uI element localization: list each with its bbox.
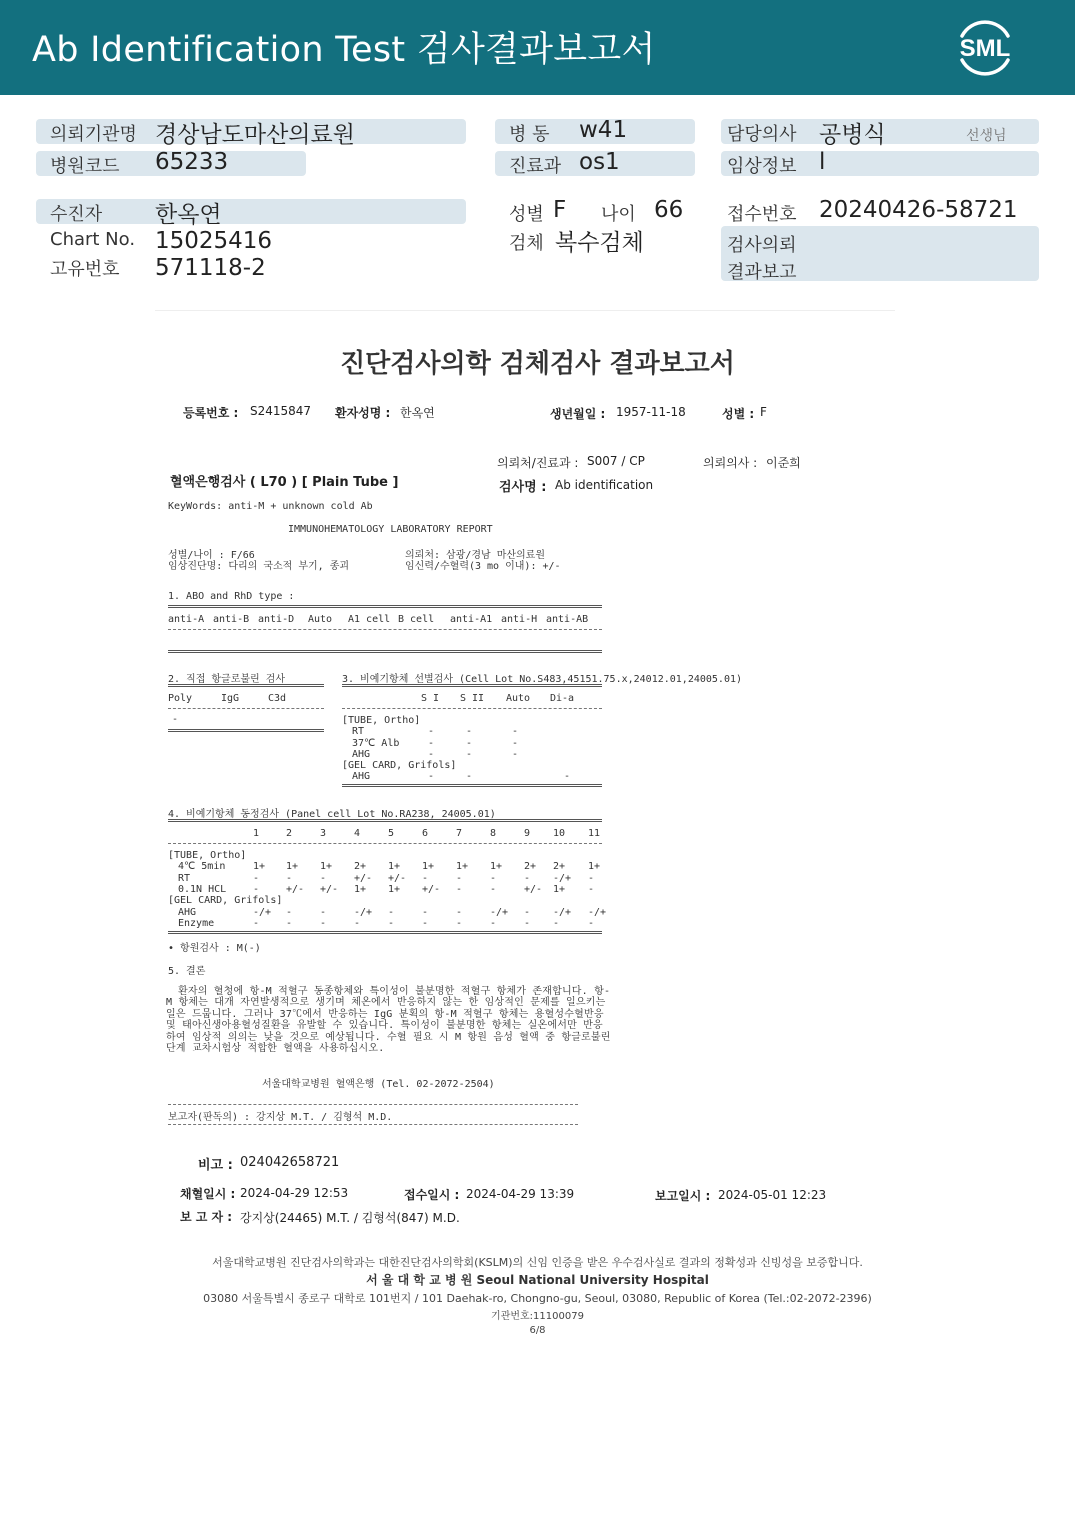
panel-cell: 1+ [422,861,435,872]
sml-logo-icon [950,14,1020,80]
age-label: 나이 [601,204,636,225]
panel-cell: - [588,873,595,884]
sex-label: 성별 [509,204,544,225]
collect-label: 채혈일시 : [180,1187,236,1201]
screen-cell: - [428,749,435,760]
receipt-label: 접수번호 [727,204,797,225]
reg-label: 등록번호 : [183,406,239,420]
screen-cell: - [564,771,571,782]
panel-cell: +/- [320,884,339,895]
screen-cell: - [512,726,519,737]
specimen-label: 검체 [509,233,544,254]
abo-title: 1. ABO and RhD type : [168,591,295,602]
panel-cell: - [524,873,531,884]
screen-row-label: AHG [352,749,371,760]
report-time-label: 보고일시 : [655,1189,711,1203]
patient-value: 한옥연 [155,202,222,228]
abo-col-header: anti-A1 [450,614,493,625]
ward-value: w41 [579,117,628,143]
panel-cell: - [490,884,497,895]
panel-cell: - [253,884,260,895]
screen-cell: - [466,771,473,782]
screen-row-label: [TUBE, Ortho] [342,715,421,726]
separator [168,1104,578,1105]
panel-cell: 1+ [354,884,367,895]
screen-row-label: AHG [352,771,371,782]
screen-row-label: 37℃ Alb [352,738,400,749]
conclusion-title: 5. 결론 [168,966,206,977]
doc-sex-label: 성별 : [722,407,755,421]
panel-cell: 2+ [524,861,537,872]
panel-col-header: 2 [286,828,293,839]
screen-cell: - [466,726,473,737]
antigen-test: • 항원검사 : M(-) [168,943,261,954]
screen-title: 3. 비예기항체 선별검사 (Cell Lot No.S483,45151.75.x,24012.01,24005.01) [342,674,743,685]
separator [168,1124,578,1125]
panel-row-label: [GEL CARD, Grifols] [168,895,283,906]
panel-cell: - [588,918,595,929]
abo-col-header: B cell [398,614,435,625]
patient-label: 수진자 [50,204,103,225]
page-title: Ab Identification Test 검사결과보고서 [32,30,656,70]
panel-row-label: [TUBE, Ortho] [168,850,247,861]
req-doc-label: 의뢰의사 : [703,456,758,470]
dat-col-header: C3d [268,693,287,704]
doc-top-border [155,310,895,311]
panel-cell: - [320,873,327,884]
separator [342,708,602,709]
panel-cell: 2+ [354,861,367,872]
report-label: 결과보고 [727,262,797,283]
doc-sex-value: F [760,405,767,419]
unique-value: 571118-2 [155,255,266,281]
separator [168,819,602,822]
panel-cell: -/+ [354,907,373,918]
report-time-value: 2024-05-01 12:23 [718,1188,827,1202]
pname-value: 한옥연 [400,406,435,420]
panel-cell: +/- [422,884,441,895]
panel-cell: - [553,918,560,929]
abo-col-header: anti-B [213,614,250,625]
panel-cell: - [286,918,293,929]
screen-row-label: RT [352,726,365,737]
separator [168,684,324,687]
panel-cell: - [388,907,395,918]
panel-cell: 1+ [456,861,469,872]
panel-col-header: 6 [422,828,429,839]
page-number: 6/8 [529,1325,546,1336]
chart-label: Chart No. [50,229,136,250]
test-name-value: Ab identification [555,478,654,492]
panel-cell: -/+ [253,907,272,918]
panel-cell: 1+ [253,861,266,872]
panel-col-header: 8 [490,828,497,839]
specimen-value: 복수검체 [555,230,644,256]
dept-label: 진료과 [509,156,562,177]
doc-title: 진단검사의학 검체검사 결과보고서 [340,349,735,379]
institution-value: 경상남도마산의료원 [155,122,355,148]
panel-cell: - [422,918,429,929]
panel-row-label: 0.1N HCL [178,884,227,895]
separator [168,931,602,934]
dob-value: 1957-11-18 [616,405,686,419]
panel-cell: - [456,907,463,918]
hospital-code-label: 병원코드 [50,156,120,177]
panel-cell: - [422,873,429,884]
logo-text: SML [959,35,1011,62]
panel-col-header: 4 [354,828,361,839]
panel-col-header: 7 [456,828,463,839]
panel-cell: +/- [354,873,373,884]
panel-cell: - [490,918,497,929]
panel-cell: - [524,907,531,918]
panel-col-header: 5 [388,828,395,839]
doctor-label: 담당의사 [727,124,797,145]
request-label: 검사의뢰 [727,235,797,256]
panel-cell: 1+ [588,861,601,872]
pname-label: 환자성명 : [335,406,391,420]
panel-cell: 1+ [388,884,401,895]
req-dept-value: S007 / CP [587,454,645,468]
panel-cell: - [320,907,327,918]
panel-col-header: 9 [524,828,531,839]
panel-col-header: 10 [553,828,566,839]
abo-col-header: anti-AB [546,614,589,625]
separator [168,650,602,653]
keywords: KeyWords: anti-M + unknown cold Ab [168,501,373,512]
panel-cell: - [524,918,531,929]
panel-cell: - [388,918,395,929]
age-value: 66 [654,197,684,223]
panel-cell: 1+ [388,861,401,872]
receive-label: 접수일시 : [404,1188,460,1202]
panel-cell: - [286,907,293,918]
footer-certification: 서울대학교병원 진단검사의학과는 대한진단검사의학회(KSLM)의 신임 인증을 받은 우수검사실로 결과의 정확성과 신빙성을 보증합니다. [212,1256,863,1269]
reporter-label: 보 고 자 : [180,1210,233,1224]
panel-col-header: 3 [320,828,327,839]
screen-cell: - [512,749,519,760]
separator [342,684,602,687]
separator [168,629,602,630]
remark-value: 024042658721 [240,1155,340,1170]
panel-cell: - [320,918,327,929]
panel-cell: +/- [388,873,407,884]
ward-label: 병 동 [509,124,550,145]
institution-label: 의뢰기관명 [50,124,137,145]
screen-col-header: S I [421,693,440,704]
panel-cell: -/+ [553,873,572,884]
screen-col-header: Di-a [550,693,575,704]
separator [168,729,324,732]
panel-cell: +/- [524,884,543,895]
panel-cell: -/+ [588,907,607,918]
panel-row-label: 4℃ 5min [178,861,226,872]
footer-institution-no: 기관번호:11100079 [491,1311,584,1322]
panel-col-header: 11 [588,828,601,839]
panel-row-label: Enzyme [178,918,215,929]
screen-cell: - [466,749,473,760]
abo-col-header: Auto [308,614,333,625]
reporter-line: 보고자(판독의) : 강지상 M.T. / 김형석 M.D. [168,1112,393,1123]
dept-value: os1 [579,149,620,175]
dat-col-header: Poly [168,693,193,704]
chart-value: 15025416 [155,228,273,254]
screen-cell: - [512,738,519,749]
clinical-value: l [819,149,826,175]
clinical-label: 임상정보 [727,156,797,177]
requester: 의뢰처: 삼광/경남 마산의료원 [405,550,546,561]
panel-cell: - [490,873,497,884]
abo-col-header: anti-A [168,614,205,625]
collect-value: 2024-04-29 12:53 [240,1186,349,1200]
panel-cell: -/+ [490,907,509,918]
panel-cell: - [286,873,293,884]
hospital-code-value: 65233 [155,149,229,175]
req-doc-value: 이준희 [766,456,801,470]
remark-label: 비고 : [198,1158,233,1173]
panel-cell: - [456,918,463,929]
panel-row-label: AHG [178,907,197,918]
req-dept-label: 의뢰처/진료과 : [497,456,579,470]
panel-cell: - [456,873,463,884]
pregnancy: 임신력/수혈력(3 mo 이내): +/- [405,561,561,572]
sex-value: F [553,197,567,223]
dat-title: 2. 직접 항글로불린 검사 [168,674,286,685]
dat-value: - [172,714,179,725]
abo-col-header: anti-H [501,614,538,625]
conclusion-text: 환자의 혈청에 항-M 적혈구 동종항체와 특이성이 불분명한 적혈구 항체가 존재합니다. 항-M 항체는 대개 자연발생적으로 생기며 체온에서 반응하지 않는 한 임상적인 문제를 일으키는 일은 드뭅니다. 그러나 37℃에서 반응하는 IgG 분획의 항-M 적혈구 항체는 용혈성수혈반응 및 태아신생아용혈성질환을 유발할 수 있습니다. 특이성이 불분명한 항체는 실온에서만 반응하여 임상적 의의는 낮을 것으로 예상됩니다. 수혈 필요 시 M 항원 음성 혈액 중 항글로불린 단계 교차시험상 적합한 혈액을 사용하십시오. [166,986,611,1055]
panel-cell: 1+ [320,861,333,872]
panel-title: 4. 비예기항체 동정검사 (Panel cell Lot No.RA238, 24005.01) [168,809,496,820]
test-name-label: 검사명 : [499,480,547,495]
footer-hospital: 서 울 대 학 교 병 원 Seoul National University Hospital [366,1273,709,1287]
panel-row-label: RT [178,873,191,884]
panel-cell: 1+ [286,861,299,872]
blood-bank: 서울대학교병원 혈액은행 (Tel. 02-2072-2504) [262,1079,495,1090]
reg-value: S2415847 [250,404,312,418]
dob-label: 생년월일 : [550,407,606,421]
panel-cell: - [588,884,595,895]
abo-col-header: anti-D [258,614,295,625]
abo-col-header: A1 cell [348,614,391,625]
doctor-suffix: 선생님 [966,128,1007,144]
screen-cell: - [466,738,473,749]
separator [168,708,324,709]
panel-cell: - [253,873,260,884]
screen-cell: - [428,726,435,737]
separator [342,784,602,787]
diagnosis: 임상진단명: 다리의 국소적 부기, 종괴 [168,561,350,572]
screen-row-label: [GEL CARD, Grifols] [342,760,457,771]
panel-cell: 2+ [553,861,566,872]
screen-col-header: S II [460,693,485,704]
panel-cell: - [253,918,260,929]
lab-report-title: IMMUNOHEMATOLOGY LABORATORY REPORT [288,524,493,535]
panel-cell: 1+ [553,884,566,895]
panel-cell: - [422,907,429,918]
panel-cell: 1+ [490,861,503,872]
separator [168,843,602,844]
reporter-value: 강지상(24465) M.T. / 김형석(847) M.D. [240,1211,460,1225]
screen-cell: - [428,771,435,782]
panel-cell: - [456,884,463,895]
sml-logo [950,14,1020,80]
unique-label: 고유번호 [50,259,120,280]
screen-col-header: Auto [506,693,531,704]
sex-age: 성별/나이 : F/66 [168,550,255,561]
panel-col-header: 1 [253,828,260,839]
receipt-value: 20240426-58721 [819,197,1018,223]
footer-address: 03080 서울특별시 종로구 대학로 101번지 / 101 Daehak-ro, Chongno-gu, Seoul, 03080, Republic of Korea (Tel.:02-2072-2396) [203,1292,872,1305]
doctor-value: 공병식 [819,122,886,148]
screen-cell: - [428,738,435,749]
panel-cell: -/+ [553,907,572,918]
panel-cell: - [354,918,361,929]
dat-col-header: IgG [221,693,240,704]
test-section: 혈액은행검사 ( L70 ) [ Plain Tube ] [170,475,399,490]
panel-cell: +/- [286,884,305,895]
receive-value: 2024-04-29 13:39 [466,1187,575,1201]
separator [168,605,602,608]
